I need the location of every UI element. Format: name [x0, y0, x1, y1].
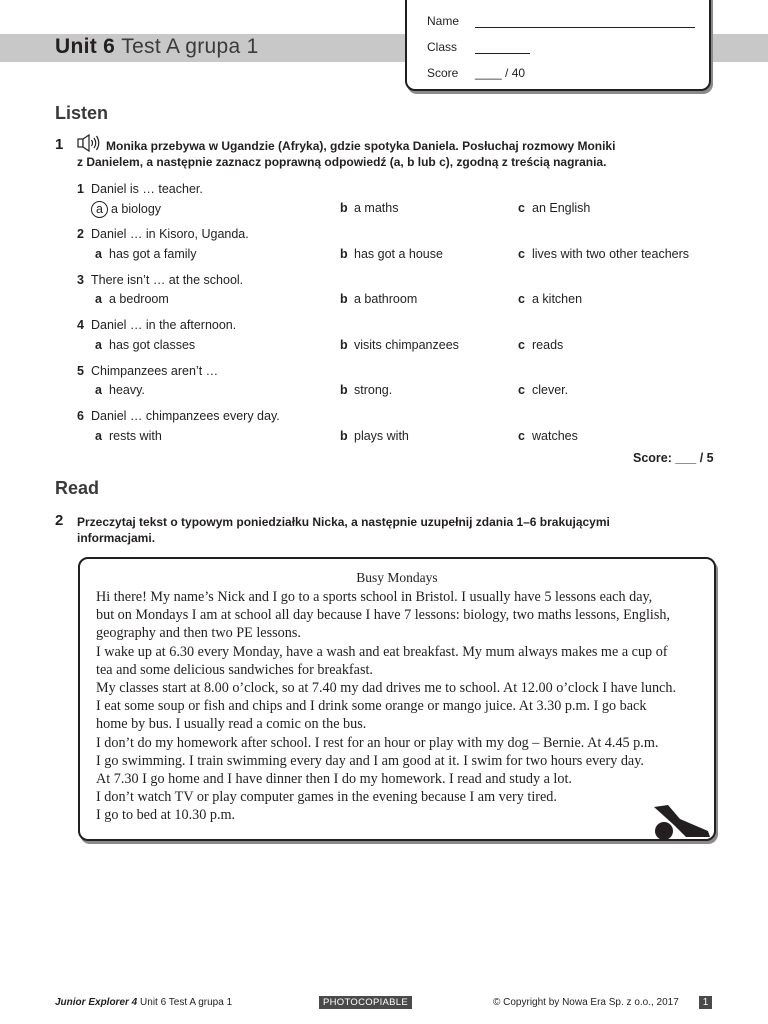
reading-line: I don’t do my homework after school. I rest for an hour or play with my dog – Bernie. At 4.45 p.m. [96, 734, 659, 751]
option-6c[interactable]: c watches [518, 429, 578, 443]
unit-label: Unit 6 [55, 35, 116, 58]
reading-title: Busy Mondays [356, 570, 438, 585]
option-3b[interactable]: b a bathroom [340, 292, 418, 306]
option-1a[interactable]: a a biology [95, 201, 161, 218]
option-5b[interactable]: b strong. [340, 383, 393, 397]
option-6a[interactable]: a rests with [95, 429, 162, 443]
reading-line: I go to bed at 10.30 p.m. [96, 807, 236, 824]
task-2-number: 2 [55, 512, 64, 529]
task-1-instruction-line2: z Danielem, a następnie zaznacz poprawną odpowiedź (a, b lub c), zgodną z treścią nagrania. [77, 155, 607, 169]
question-1: 1 Daniel is … teacher. [77, 182, 203, 196]
option-6b[interactable]: b plays with [340, 429, 409, 443]
answer-circle: a [91, 201, 108, 218]
reading-line: I eat some soup or fish and chips and I drink some orange or mango juice. At 3.30 p.m. I go back [96, 698, 647, 715]
question-5: 5 Chimpanzees aren’t … [77, 364, 219, 378]
option-2b[interactable]: b has got a house [340, 247, 443, 261]
task-2-instruction-line1: Przeczytaj tekst o typowym poniedziałku Nicka, a następnie uzupełnij zdania 1–6 brakującymi [77, 515, 610, 529]
score-label: Score [427, 66, 459, 80]
reading-line: tea and some delicious sandwiches for breakfast. [96, 661, 373, 678]
option-1c[interactable]: c an English [518, 201, 591, 215]
class-label: Class [427, 40, 458, 54]
option-4b[interactable]: b visits chimpanzees [340, 338, 459, 352]
test-label: Test A grupa 1 [121, 35, 259, 58]
student-info-box [405, 0, 711, 91]
reading-line: My classes start at 8.00 o’clock, so at 7.40 my dad drives me to school. At 12.00 o’clock I have lunch. [96, 680, 676, 697]
page-title [55, 35, 259, 59]
reading-line: Hi there! My name’s Nick and I go to a sports school in Bristol. I usually have 5 lessons each day, [96, 589, 653, 605]
option-3a[interactable]: a a bedroom [95, 292, 169, 306]
page-number: 1 [699, 996, 712, 1009]
listen-heading: Listen [55, 103, 109, 123]
question-4: 4 Daniel … in the afternoon. [77, 318, 237, 332]
option-3c[interactable]: c a kitchen [518, 292, 583, 306]
reading-text [96, 588, 696, 825]
name-field[interactable] [475, 27, 695, 28]
option-1b[interactable]: b a maths [340, 201, 399, 215]
option-4a[interactable]: a has got classes [95, 338, 196, 352]
name-label: Name [427, 14, 460, 28]
reading-line: but on Mondays I am at school all day because I have 7 lessons: biology, two maths lessons, English, [96, 607, 670, 624]
task-1-instruction-line1: Monika przebywa w Ugandzie (Afryka), gdzie spotyka Daniela. Posłuchaj rozmowy Moniki [106, 139, 616, 153]
footer-book: Junior Explorer 4 Unit 6 Test A grupa 1 [55, 997, 233, 1008]
question-6: 6 Daniel … chimpanzees every day. [77, 409, 280, 423]
option-5c[interactable]: c clever. [518, 383, 569, 397]
option-2c[interactable]: c lives with two other teachers [518, 247, 690, 261]
task-2-instruction-line2: informacjami. [77, 531, 156, 545]
reading-text-box [78, 557, 716, 841]
listen-score: Score: ___ / 5 [633, 451, 714, 465]
reading-line: I don’t watch TV or play computer games in the evening because I am very tired. [96, 789, 557, 806]
score-field: ____ / 40 [475, 66, 526, 80]
task-1-number: 1 [55, 136, 64, 153]
reading-line: home by bus. I usually read a comic on the bus. [96, 716, 367, 733]
option-4c[interactable]: c reads [518, 338, 564, 352]
photocopiable-badge: PHOTOCOPIABLE [319, 996, 412, 1009]
option-2a[interactable]: a has got a family [95, 247, 197, 261]
reading-line: geography and then two PE lessons. [96, 625, 301, 642]
question-3: 3 There isn’t … at the school. [77, 273, 244, 287]
class-field[interactable] [475, 53, 530, 54]
reading-line: I go swimming. I train swimming every day and I am good at it. I swim for two hours every day. [96, 752, 644, 769]
reading-line: At 7.30 I go home and I have dinner then I do my homework. I read and study a lot. [96, 771, 572, 788]
reading-line: I wake up at 6.30 every Monday, have a wash and eat breakfast. My mum always makes me a cup of [96, 643, 668, 660]
read-heading: Read [55, 478, 100, 498]
footer-copyright: © Copyright by Nowa Era Sp. z o.o., 2017 [493, 997, 679, 1008]
question-2: 2 Daniel … in Kisoro, Uganda. [77, 227, 249, 241]
swimmer-icon [646, 801, 712, 844]
option-5a[interactable]: a heavy. [95, 383, 145, 397]
